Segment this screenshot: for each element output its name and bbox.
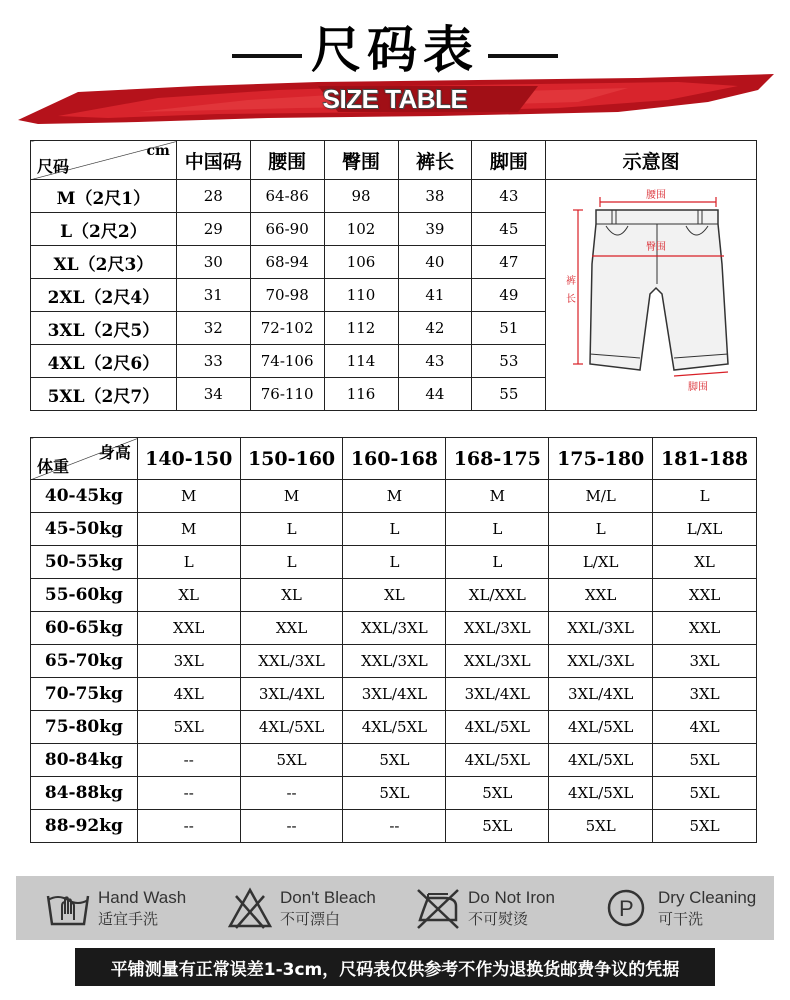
diagram-hem-label: 脚围 (688, 382, 709, 393)
value-cell: 44 (398, 378, 472, 411)
size-recommendation-cell: XXL/3XL (549, 612, 653, 645)
dry-cleaning-icon (604, 886, 652, 930)
weight-cell: 70-75kg (31, 678, 138, 711)
size-recommendation-cell: XXL/3XL (343, 612, 446, 645)
value-cell: 38 (398, 180, 472, 213)
height-header: 181-188 (653, 438, 757, 480)
value-cell: 112 (324, 312, 398, 345)
size-recommendation-cell: 5XL (240, 744, 343, 777)
size-recommendation-cell: 3XL/4XL (343, 678, 446, 711)
size-table-corner-cell (31, 141, 177, 180)
value-cell: 47 (472, 246, 546, 279)
value-cell: 76-110 (250, 378, 324, 411)
value-cell: 72-102 (250, 312, 324, 345)
value-cell: 68-94 (250, 246, 324, 279)
size-recommendation-cell: XXL/3XL (446, 645, 549, 678)
column-header: 中国码 (176, 141, 250, 180)
size-cell: L（2尺2） (31, 213, 177, 246)
diagram-length-label-2: 长 (566, 294, 577, 305)
value-cell: 74-106 (250, 345, 324, 378)
height-header: 160-168 (343, 438, 446, 480)
size-recommendation-cell: 5XL (653, 777, 757, 810)
size-recommendation-cell: L (549, 513, 653, 546)
size-recommendation-cell: XXL (653, 579, 757, 612)
value-cell: 30 (176, 246, 250, 279)
size-recommendation-cell: L (240, 546, 343, 579)
size-cell: 3XL（2尺5） (31, 312, 177, 345)
size-recommendation-cell: 3XL/4XL (446, 678, 549, 711)
size-recommendation-cell: XL (343, 579, 446, 612)
value-cell: 114 (324, 345, 398, 378)
weight-cell: 65-70kg (31, 645, 138, 678)
size-table-header-row (31, 141, 757, 180)
value-cell: 45 (472, 213, 546, 246)
size-recommendation-cell: M (343, 480, 446, 513)
disclaimer-text: 平铺测量有正常误差1-3cm，尺码表仅供参考不作为退换货邮费争议的凭据 (110, 960, 680, 980)
page-title: 尺码表 (311, 20, 479, 79)
size-recommendation-cell: XXL (549, 579, 653, 612)
value-cell: 51 (472, 312, 546, 345)
size-recommendation-cell: XL (137, 579, 240, 612)
table-row (31, 645, 757, 678)
value-cell: 64-86 (250, 180, 324, 213)
value-cell: 40 (398, 246, 472, 279)
care-zh-label: 不可熨烫 (468, 910, 529, 928)
value-cell: 31 (176, 279, 250, 312)
size-recommendation-cell: -- (240, 777, 343, 810)
size-recommendation-cell: 4XL/5XL (549, 777, 653, 810)
value-cell: 43 (472, 180, 546, 213)
value-cell: 33 (176, 345, 250, 378)
weight-cell: 88-92kg (31, 810, 138, 843)
column-header: 腰围 (250, 141, 324, 180)
value-cell: 66-90 (250, 213, 324, 246)
care-en-label: Hand Wash (98, 888, 187, 907)
size-recommendation-cell: L (137, 546, 240, 579)
size-recommendation-cell: 3XL (137, 645, 240, 678)
no-iron-icon (414, 886, 462, 930)
size-recommendation-cell: XL/XXL (446, 579, 549, 612)
size-recommendation-cell: M (446, 480, 549, 513)
care-zh-label: 可干洗 (658, 910, 704, 928)
shorts-diagram (566, 184, 736, 394)
title-rule-right (488, 54, 558, 58)
size-recommendation-cell: -- (137, 810, 240, 843)
svg-text:P: P (619, 896, 634, 921)
size-recommendation-cell: XXL (137, 612, 240, 645)
weight-cell: 80-84kg (31, 744, 138, 777)
size-recommendation-cell: 5XL (446, 810, 549, 843)
height-label: 身高 (98, 443, 131, 462)
weight-cell: 75-80kg (31, 711, 138, 744)
weight-cell: 55-60kg (31, 579, 138, 612)
recommend-body (31, 480, 757, 843)
hand-wash-icon (44, 886, 92, 930)
care-en-label: Dry Cleaning (658, 888, 757, 907)
value-cell: 98 (324, 180, 398, 213)
weight-cell: 50-55kg (31, 546, 138, 579)
size-recommendation-cell: -- (137, 777, 240, 810)
care-en-label: Do Not Iron (468, 888, 555, 907)
size-recommendation-cell: XL (653, 546, 757, 579)
size-recommendation-cell: 3XL (653, 645, 757, 678)
size-label: 尺码 (37, 157, 70, 176)
value-cell: 106 (324, 246, 398, 279)
size-recommendation-cell: L (240, 513, 343, 546)
care-instructions-bar (16, 876, 774, 940)
size-recommendation-cell: L (446, 546, 549, 579)
size-recommendation-cell: L (653, 480, 757, 513)
size-recommendation-cell: 5XL (653, 744, 757, 777)
size-recommendation-cell: 5XL (343, 777, 446, 810)
size-recommendation-cell: M/L (549, 480, 653, 513)
size-recommendation-cell: -- (343, 810, 446, 843)
value-cell: 32 (176, 312, 250, 345)
size-recommendation-cell: L (343, 513, 446, 546)
column-header: 裤长 (398, 141, 472, 180)
weight-cell: 45-50kg (31, 513, 138, 546)
height-header: 168-175 (446, 438, 549, 480)
height-header: 140-150 (137, 438, 240, 480)
care-zh-label: 不可漂白 (280, 910, 341, 928)
table-row (31, 546, 757, 579)
shorts-diagram-cell (546, 180, 757, 411)
height-header: 175-180 (549, 438, 653, 480)
column-header: 臀围 (324, 141, 398, 180)
value-cell: 116 (324, 378, 398, 411)
size-recommendation-cell: M (137, 513, 240, 546)
table-row (31, 180, 757, 213)
size-recommendation-cell: -- (240, 810, 343, 843)
weight-cell: 60-65kg (31, 612, 138, 645)
value-cell: 42 (398, 312, 472, 345)
size-cell: XL（2尺3） (31, 246, 177, 279)
size-recommendation-table (30, 437, 757, 843)
size-recommendation-cell: 4XL/5XL (446, 744, 549, 777)
care-zh-label: 适宜手洗 (98, 910, 159, 928)
diagram-length-label-1: 裤 (566, 276, 577, 287)
size-recommendation-cell: L (446, 513, 549, 546)
size-recommendation-cell: 5XL (549, 810, 653, 843)
value-cell: 53 (472, 345, 546, 378)
size-cell: M（2尺1） (31, 180, 177, 213)
size-recommendation-cell: M (137, 480, 240, 513)
no-bleach-icon (226, 886, 274, 930)
size-recommendation-cell: 4XL/5XL (446, 711, 549, 744)
table-row (31, 711, 757, 744)
value-cell: 49 (472, 279, 546, 312)
header (0, 0, 790, 130)
table-row (31, 744, 757, 777)
size-recommendation-cell: 4XL (653, 711, 757, 744)
table-row (31, 678, 757, 711)
size-recommendation-cell: XL (240, 579, 343, 612)
size-cell: 2XL（2尺4） (31, 279, 177, 312)
value-cell: 70-98 (250, 279, 324, 312)
value-cell: 110 (324, 279, 398, 312)
value-cell: 28 (176, 180, 250, 213)
size-recommendation-cell: 3XL/4XL (240, 678, 343, 711)
title-rule-left (232, 54, 302, 58)
size-recommendation-cell: XXL (653, 612, 757, 645)
value-cell: 39 (398, 213, 472, 246)
size-recommendation-cell: XXL (240, 612, 343, 645)
size-recommendation-cell: XXL/3XL (446, 612, 549, 645)
diagram-header: 示意图 (546, 141, 757, 180)
recommend-header-row (31, 438, 757, 480)
table-row (31, 579, 757, 612)
size-recommendation-cell: 5XL (137, 711, 240, 744)
size-cell: 5XL（2尺7） (31, 378, 177, 411)
size-cell: 4XL（2尺6） (31, 345, 177, 378)
height-header: 150-160 (240, 438, 343, 480)
size-table-subtitle: SIZE TABLE (322, 84, 468, 114)
size-recommendation-cell: 4XL (137, 678, 240, 711)
size-recommendation-cell: L/XL (653, 513, 757, 546)
size-recommendation-cell: L/XL (549, 546, 653, 579)
care-en-label: Don't Bleach (280, 888, 376, 907)
weight-label: 体重 (37, 457, 70, 476)
value-cell: 43 (398, 345, 472, 378)
table-row (31, 513, 757, 546)
value-cell: 41 (398, 279, 472, 312)
diagram-waist-label: 腰围 (646, 190, 667, 201)
recommend-corner-cell (31, 438, 138, 480)
value-cell: 55 (472, 378, 546, 411)
size-recommendation-cell: -- (137, 744, 240, 777)
table-row (31, 480, 757, 513)
table-row (31, 810, 757, 843)
diagram-hip-label: 臀围 (646, 242, 667, 253)
size-recommendation-cell: XXL/3XL (343, 645, 446, 678)
size-recommendation-cell: 4XL/5XL (343, 711, 446, 744)
weight-cell: 84-88kg (31, 777, 138, 810)
size-recommendation-cell: 3XL (653, 678, 757, 711)
size-measurement-table (30, 140, 757, 411)
column-header: 脚围 (472, 141, 546, 180)
disclaimer-bar (75, 948, 715, 986)
size-recommendation-cell: 5XL (343, 744, 446, 777)
size-recommendation-cell: 3XL/4XL (549, 678, 653, 711)
value-cell: 29 (176, 213, 250, 246)
size-recommendation-cell: L (343, 546, 446, 579)
weight-cell: 40-45kg (31, 480, 138, 513)
unit-label: cm (146, 143, 170, 159)
size-recommendation-cell: M (240, 480, 343, 513)
size-recommendation-cell: XXL/3XL (240, 645, 343, 678)
size-recommendation-cell: 4XL/5XL (549, 744, 653, 777)
title-row (0, 6, 790, 79)
table-row (31, 777, 757, 810)
size-recommendation-cell: 5XL (446, 777, 549, 810)
size-recommendation-cell: 4XL/5XL (549, 711, 653, 744)
size-recommendation-cell: 4XL/5XL (240, 711, 343, 744)
table-row (31, 612, 757, 645)
value-cell: 34 (176, 378, 250, 411)
size-recommendation-cell: XXL/3XL (549, 645, 653, 678)
value-cell: 102 (324, 213, 398, 246)
size-recommendation-cell: 5XL (653, 810, 757, 843)
